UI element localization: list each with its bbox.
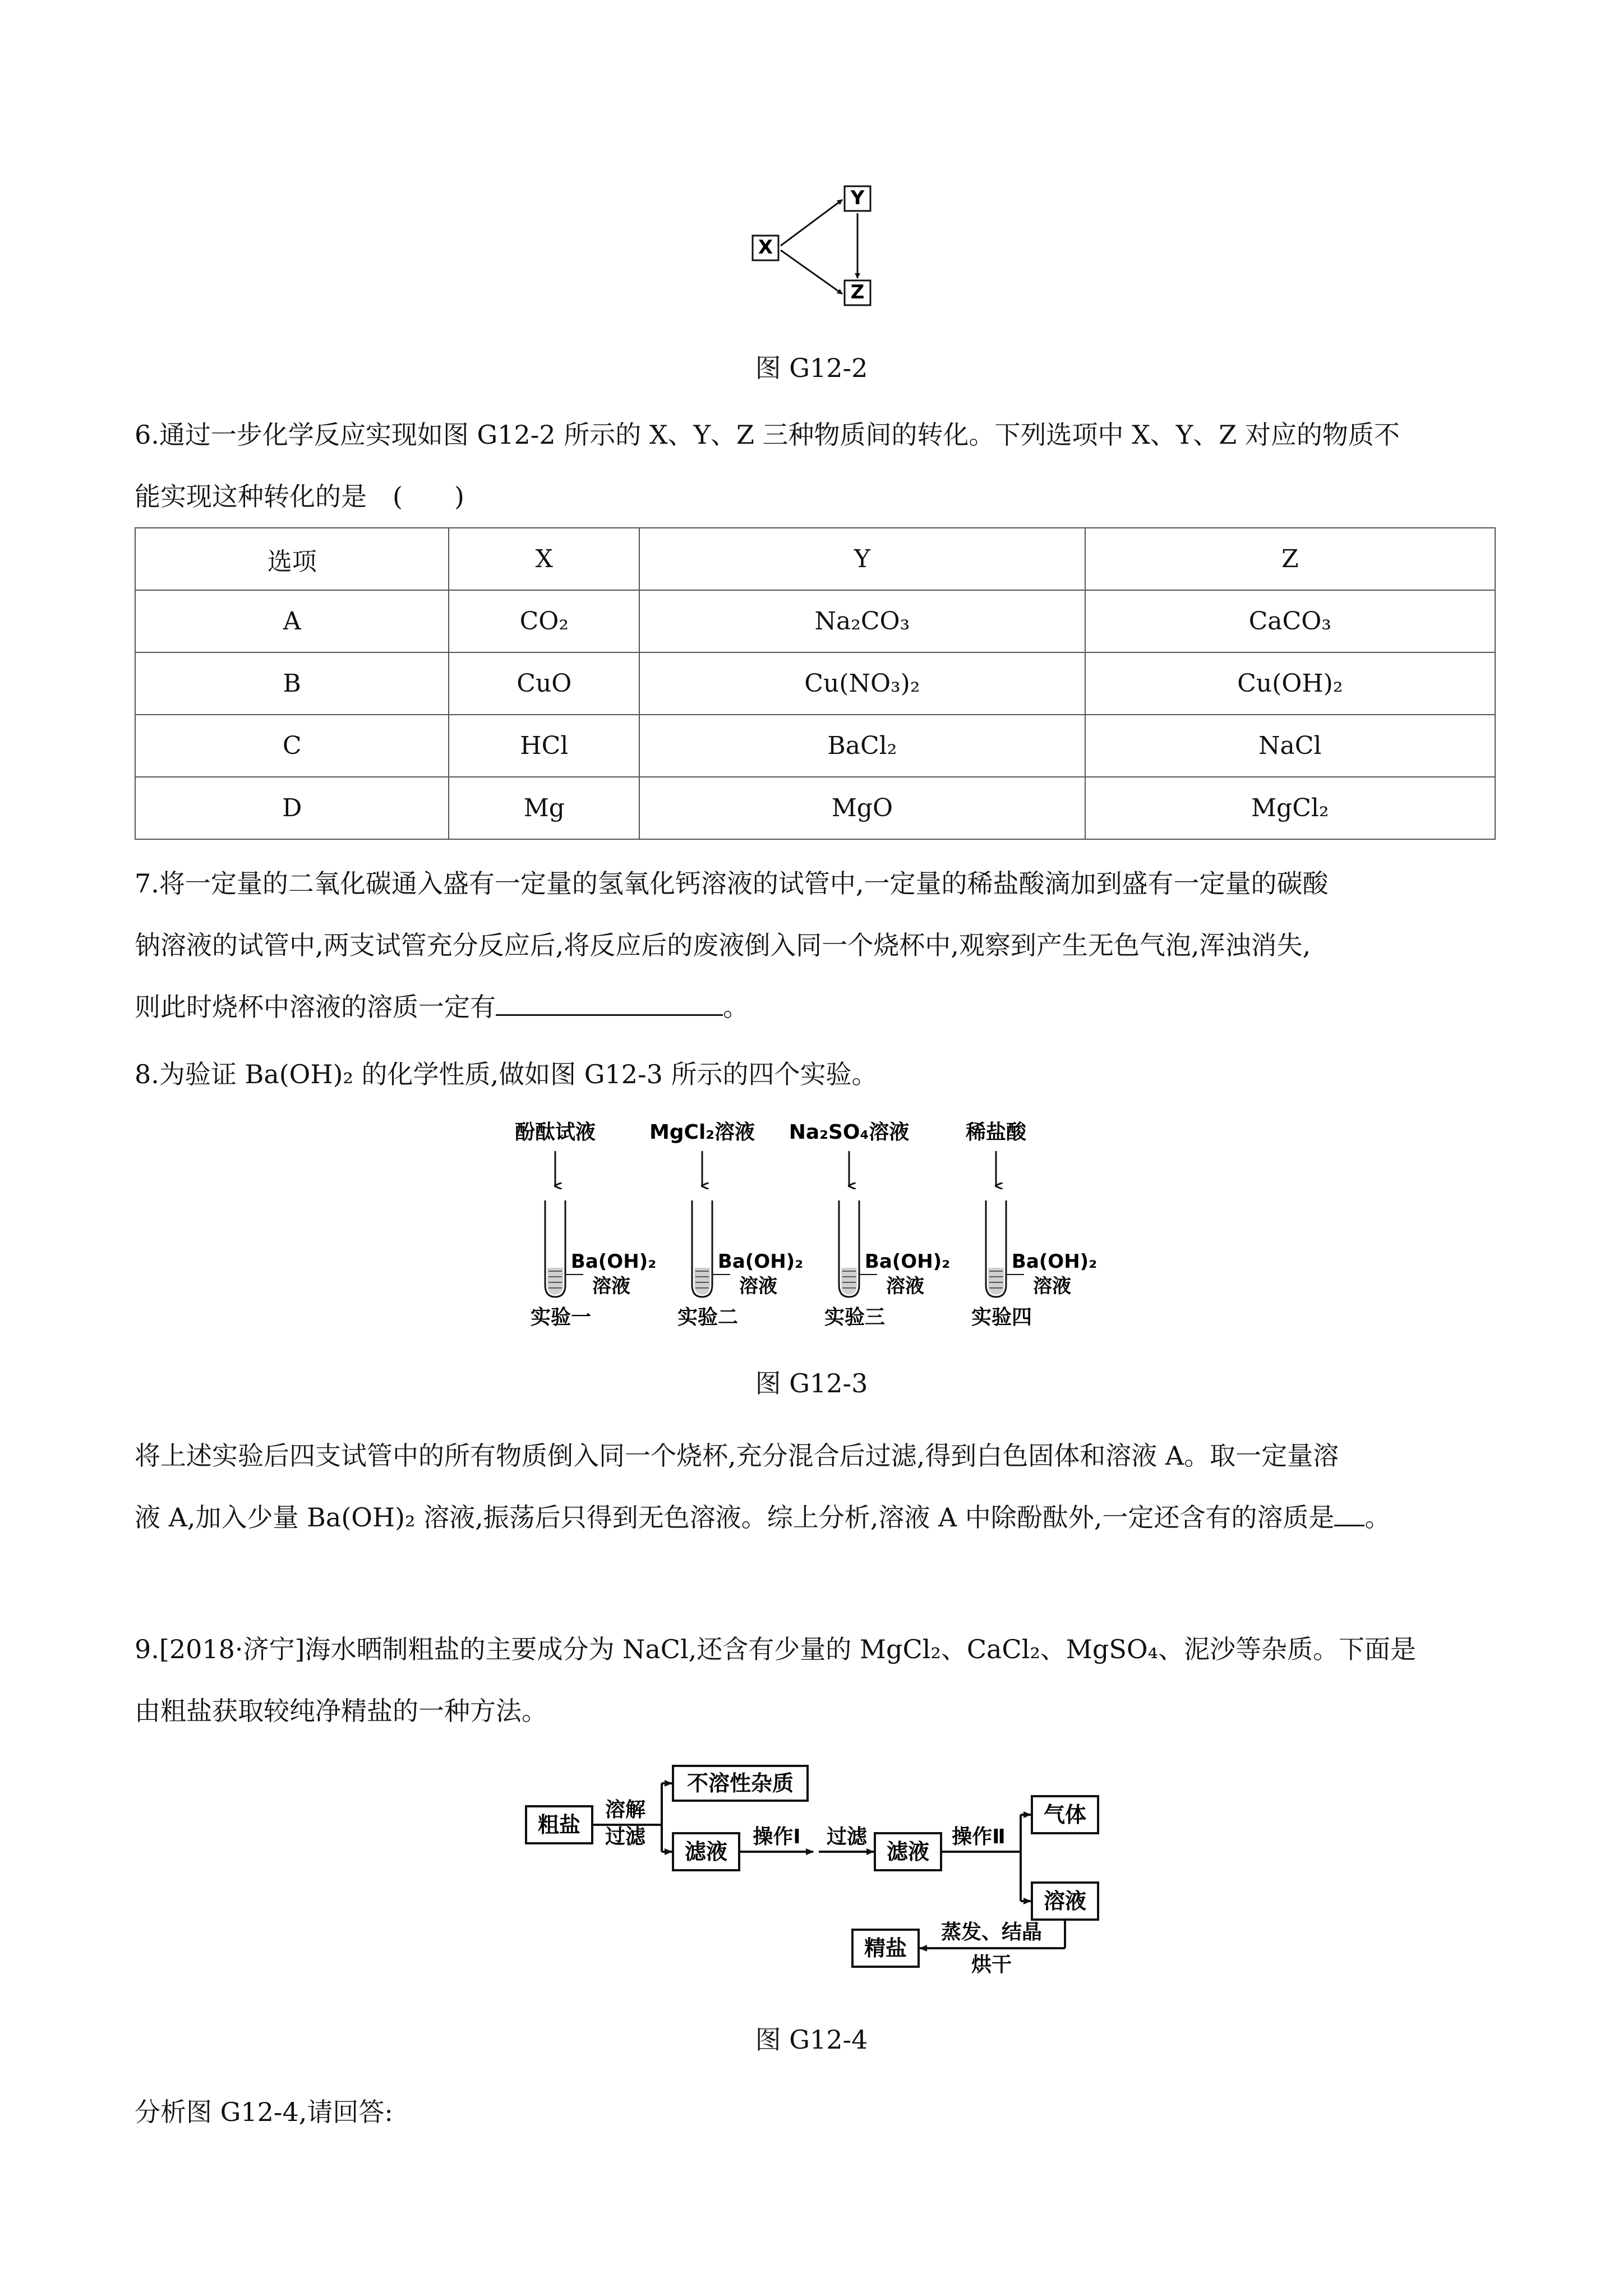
arrow-x-y <box>781 200 842 246</box>
gas-label: 气体 <box>1043 1802 1087 1827</box>
experiment-label: 实验三 <box>824 1306 886 1329</box>
tube-label-solution: 溶液 <box>592 1275 630 1297</box>
header-cell: X <box>449 528 639 590</box>
q7-line2: 钠溶液的试管中,两支试管充分反应后,将反应后的废液倒入同一个烧杯中,观察到产生无色气泡,浑浊消失, <box>135 930 1311 960</box>
insoluble-label: 不溶性杂质 <box>686 1771 794 1796</box>
liquid <box>694 1268 710 1295</box>
q7-line3-end: 。 <box>723 992 749 1022</box>
table-cell: BaCl₂ <box>639 715 1085 777</box>
q7-line1: 7.将一定量的二氧化碳通入盛有一定量的氢氧化钙溶液的试管中,一定量的稀盐酸滴加到盛有一定量的碳酸 <box>135 868 1329 899</box>
experiment-label: 实验四 <box>971 1306 1032 1329</box>
op2-label: 操作Ⅱ <box>952 1825 1006 1848</box>
table-cell: CaCO₃ <box>1085 590 1495 652</box>
figure-g12-3 <box>505 1116 1122 1352</box>
reagent-label: 稀盐酸 <box>965 1121 1027 1144</box>
table-cell: B <box>135 652 449 715</box>
filtrate-2-label: 滤液 <box>886 1839 930 1864</box>
q8-line3-text: 液 A,加入少量 Ba(OH)₂ 溶液,振荡后只得到无色溶液。综上分析,溶液 A 中除酚酞外,一定还含有的溶质是 <box>135 1502 1335 1533</box>
fine-salt-label: 精盐 <box>864 1936 907 1961</box>
liquid <box>841 1268 857 1295</box>
table-cell: Cu(OH)₂ <box>1085 652 1495 715</box>
filtrate-1-label: 滤液 <box>684 1839 728 1864</box>
table-header-row <box>135 528 1495 590</box>
label-y: Y <box>850 187 865 209</box>
tube-label-formula: Ba(OH)₂ <box>717 1250 804 1273</box>
label-x: X <box>758 236 773 259</box>
arrow-x-z <box>781 250 842 294</box>
table-row <box>135 777 1495 839</box>
tube-label-solution: 溶液 <box>739 1275 777 1297</box>
tube-label-solution: 溶液 <box>886 1275 924 1297</box>
q9-line1: 9.[2018·济宁]海水晒制粗盐的主要成分为 NaCl,还含有少量的 MgCl₂、CaCl₂、MgSO₄、泥沙等杂质。下面是 <box>135 1634 1416 1664</box>
q8-answer-blank[interactable] <box>1334 1499 1364 1526</box>
q7-line3 <box>135 976 1497 1038</box>
table-cell: Cu(NO₃)₂ <box>639 652 1085 715</box>
figure-caption-g12-4: 图 G12-4 <box>755 2024 868 2055</box>
filter-2-label: 过滤 <box>826 1825 868 1848</box>
table-cell: D <box>135 777 449 839</box>
header-cell: 选项 <box>135 528 449 590</box>
filter-1-label: 过滤 <box>605 1825 646 1848</box>
reagent-label: MgCl₂溶液 <box>649 1121 755 1144</box>
table-cell: C <box>135 715 449 777</box>
tube-label-formula: Ba(OH)₂ <box>864 1250 951 1273</box>
table-cell: HCl <box>449 715 639 777</box>
tube-label-formula: Ba(OH)₂ <box>570 1250 657 1273</box>
table-cell: Mg <box>449 777 639 839</box>
figure-g12-2 <box>740 180 886 314</box>
table-row <box>135 652 1495 715</box>
crude-salt-label: 粗盐 <box>537 1812 581 1837</box>
liquid <box>547 1268 563 1295</box>
figure-caption-g12-3: 图 G12-3 <box>755 1368 868 1398</box>
experiment-label: 实验二 <box>677 1306 739 1329</box>
q8-line2: 将上述实验后四支试管中的所有物质倒入同一个烧杯,充分混合后过滤,得到白色固体和溶液 A。取一定量溶 <box>135 1441 1339 1471</box>
header-cell: Z <box>1085 528 1495 590</box>
op1-label: 操作Ⅰ <box>753 1825 801 1848</box>
q7-line3-text: 则此时烧杯中溶液的溶质一定有 <box>135 992 496 1022</box>
table-cell: MgCl₂ <box>1085 777 1495 839</box>
reagent-label: 酚酞试液 <box>514 1121 596 1144</box>
q8-line3-end: 。 <box>1364 1502 1391 1533</box>
q7-answer-blank[interactable] <box>496 988 723 1016</box>
q8-line1: 8.为验证 Ba(OH)₂ 的化学性质,做如图 G12-3 所示的四个实验。 <box>135 1059 878 1089</box>
q8-line3 <box>135 1487 1497 1548</box>
options-table <box>135 527 1496 840</box>
evaporate-label: 蒸发、结晶 <box>940 1921 1043 1944</box>
table-cell: NaCl <box>1085 715 1495 777</box>
table-cell: A <box>135 590 449 652</box>
tube-label-solution: 溶液 <box>1033 1275 1071 1297</box>
label-z: Z <box>850 281 865 303</box>
figure-g12-4 <box>522 1745 1116 2003</box>
table-cell: CO₂ <box>449 590 639 652</box>
dissolve-label: 溶解 <box>605 1798 646 1821</box>
table-cell: MgO <box>639 777 1085 839</box>
q6-line2: 能实现这种转化的是 ( ) <box>135 481 464 512</box>
q9-line2: 由粗盐获取较纯净精盐的一种方法。 <box>135 1696 547 1726</box>
solution-label: 溶液 <box>1043 1889 1087 1913</box>
header-cell: Y <box>639 528 1085 590</box>
figure-caption-g12-2: 图 G12-2 <box>755 353 868 383</box>
q6-line1: 6.通过一步化学反应实现如图 G12-2 所示的 X、Y、Z 三种物质间的转化。下列选项中 X、Y、Z 对应的物质不 <box>135 420 1400 450</box>
tube-label-formula: Ba(OH)₂ <box>1011 1250 1098 1273</box>
dry-label: 烘干 <box>971 1953 1012 1976</box>
table-cell: Na₂CO₃ <box>639 590 1085 652</box>
table-cell: CuO <box>449 652 639 715</box>
reagent-label: Na₂SO₄溶液 <box>789 1121 910 1144</box>
experiment-label: 实验一 <box>530 1306 592 1329</box>
table-row <box>135 590 1495 652</box>
liquid <box>988 1268 1004 1295</box>
q9-line3: 分析图 G12-4,请回答: <box>135 2097 393 2127</box>
table-row <box>135 715 1495 777</box>
